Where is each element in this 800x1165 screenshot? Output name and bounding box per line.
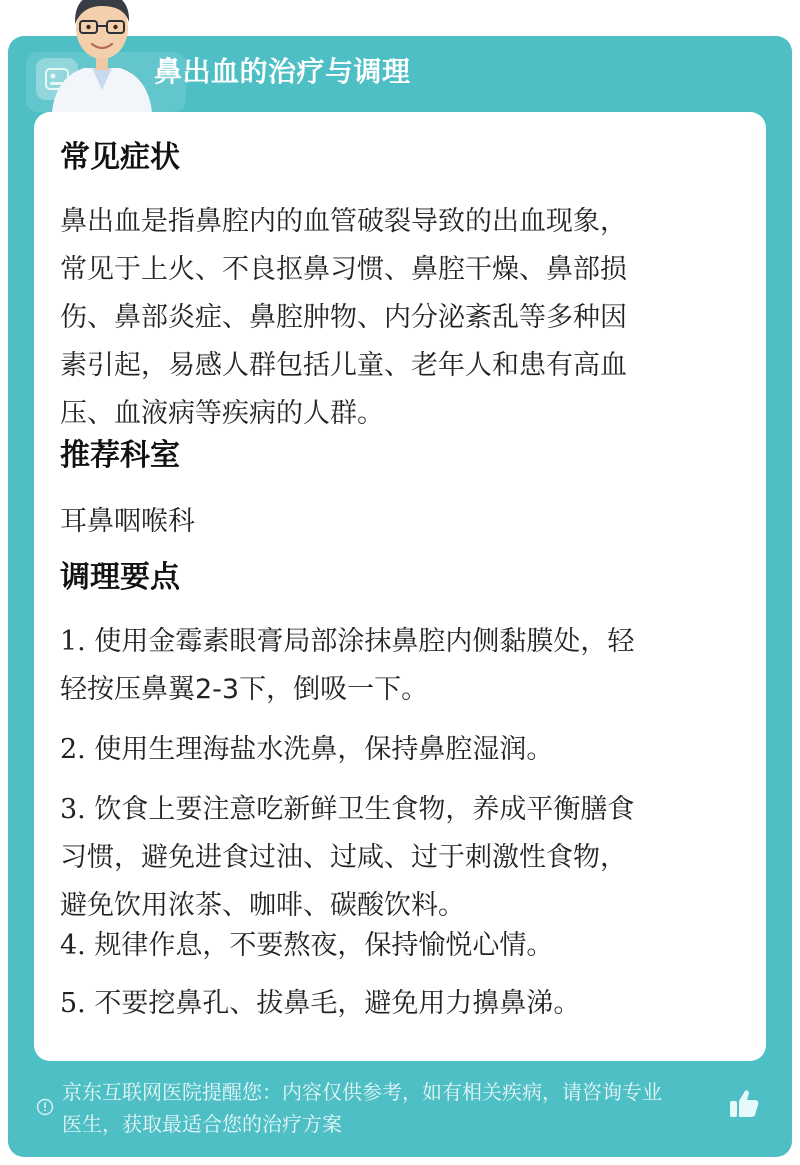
text-line: 医生，获取最适合您的治疗方案	[62, 1112, 342, 1136]
text-line: 使用金霉素眼膏局部涂抹鼻腔内侧黏膜处，轻	[94, 626, 635, 657]
content-card	[34, 112, 766, 1061]
item-number: 2.	[60, 734, 86, 765]
text-line: 避免饮用浓茶、咖啡、碳酸饮料。	[60, 890, 465, 921]
text-line: 京东互联网医院提醒您：内容仅供参考，如有相关疾病，请咨询专业	[62, 1080, 662, 1104]
text-line: 不要挖鼻孔、拔鼻毛，避免用力擤鼻涕。	[94, 988, 581, 1019]
info-icon	[36, 1098, 54, 1116]
disclaimer-text	[62, 1076, 734, 1140]
text-line: 规律作息，不要熬夜，保持愉悦心情。	[94, 930, 554, 961]
text-line: 素引起，易感人群包括儿童、老年人和患有高血	[60, 350, 627, 381]
text-line: 压、血液病等疾病的人群。	[60, 398, 384, 429]
care-item-5	[60, 980, 740, 1028]
page-title: 鼻出血的治疗与调理	[154, 55, 411, 88]
text-line: 轻按压鼻翼2-3下，倒吸一下。	[60, 674, 429, 705]
text-line: 鼻出血是指鼻腔内的血管破裂导致的出血现象，	[60, 206, 627, 237]
item-number: 3.	[60, 794, 86, 825]
text-line: 常见于上火、不良抠鼻习惯、鼻腔干燥、鼻部损	[60, 254, 627, 285]
text-line: 使用生理海盐水洗鼻，保持鼻腔湿润。	[94, 734, 554, 765]
item-number: 1.	[60, 626, 86, 657]
article-container	[8, 36, 792, 1157]
disclaimer-footer	[36, 1076, 776, 1146]
text-line: 饮食上要注意吃新鲜卫生食物，养成平衡膳食	[94, 794, 635, 825]
department-text	[60, 498, 740, 546]
item-number: 5.	[60, 988, 86, 1019]
section-title-department: 推荐科室	[60, 438, 180, 473]
text-line: 习惯，避免进食过油、过咸、过于刺激性食物，	[60, 842, 627, 873]
care-item-2	[60, 726, 740, 774]
symptoms-text	[60, 198, 740, 438]
care-item-4	[60, 922, 740, 970]
care-item-3	[60, 786, 740, 930]
doctor-avatar	[42, 0, 162, 112]
text-line: 伤、鼻部炎症、鼻腔肿物、内分泌紊乱等多种因	[60, 302, 627, 333]
item-number: 4.	[60, 930, 86, 961]
section-title-symptoms: 常见症状	[60, 140, 180, 175]
text-line: 耳鼻咽喉科	[60, 506, 195, 537]
care-item-1	[60, 618, 740, 714]
section-title-care: 调理要点	[60, 560, 180, 595]
thumbs-up-icon[interactable]	[726, 1086, 762, 1122]
